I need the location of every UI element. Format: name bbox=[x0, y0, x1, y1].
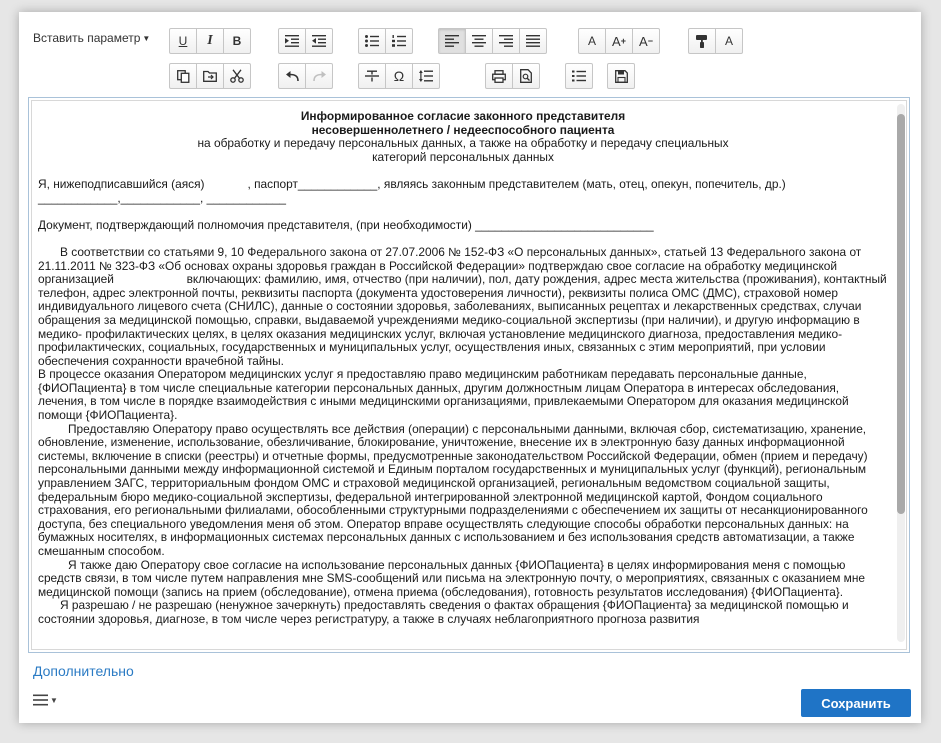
indent-group bbox=[278, 28, 333, 54]
copy-icon bbox=[177, 70, 190, 83]
scrollbar-thumb[interactable] bbox=[897, 114, 905, 514]
consent-paragraph-4: Я также даю Оператору свое согласие на использование персональных данных {ФИОПациента} в целях информирования меня с помощью средств связи, в том числе путем направления мне SMS-сообщений или письма на электронную почту, о мероприятиях, связанных с оказанием мне медицинской помощи (запись на прием (обследование), отмена приема (обследования), готовность результатов исследования) {ФИОПациента}. bbox=[38, 557, 866, 599]
list-group bbox=[358, 28, 413, 54]
spacer bbox=[38, 164, 888, 178]
font-increase-button[interactable]: A + bbox=[605, 28, 633, 54]
indent-increase-icon bbox=[285, 35, 299, 47]
undo-button[interactable] bbox=[278, 63, 306, 89]
document-title-line2: несовершеннолетнего / недееспособного пациента bbox=[311, 122, 615, 137]
strikethrough-button[interactable] bbox=[358, 63, 386, 89]
bulleted-list-button[interactable] bbox=[358, 28, 386, 54]
insert-group bbox=[358, 63, 440, 89]
align-justify-icon bbox=[526, 35, 540, 47]
align-left-button[interactable] bbox=[438, 28, 466, 54]
indent-increase-button[interactable] bbox=[278, 28, 306, 54]
chevron-down-icon: ▼ bbox=[142, 34, 151, 43]
line-height-button[interactable] bbox=[412, 63, 440, 89]
list-icon bbox=[572, 70, 586, 82]
text-style-group bbox=[169, 28, 251, 54]
document-subtitle-line1: на обработку и передачу персональных данных, а также на обработку и передачу специальных bbox=[197, 136, 729, 151]
minus-icon: − bbox=[647, 36, 653, 46]
hamburger-menu-icon bbox=[33, 694, 48, 706]
indent-decrease-icon bbox=[312, 35, 326, 47]
print-preview-button[interactable] bbox=[512, 63, 540, 89]
indent-decrease-button[interactable] bbox=[305, 28, 333, 54]
scissors-icon bbox=[230, 69, 244, 83]
menu-dropdown-button[interactable] bbox=[33, 694, 58, 706]
printer-icon bbox=[492, 70, 506, 83]
paste-button[interactable] bbox=[196, 63, 224, 89]
more-options-link[interactable]: Дополнительно bbox=[33, 663, 134, 679]
line-height-icon bbox=[419, 70, 433, 82]
print-button[interactable] bbox=[485, 63, 513, 89]
align-group bbox=[438, 28, 547, 54]
insert-parameter-label: Вставить параметр bbox=[33, 31, 141, 45]
spacer bbox=[38, 232, 888, 246]
consent-paragraph-2: В процессе оказания Оператором медицинских услуг я предоставляю право медицинским работникам передавать персональные данные, {ФИОПациента} в том числе специальные категории персональных данных, другим должностным лицам Оператора в интересах обследования, лечения, в том числе в порядке взаимодействия с иными медицинскими организациями, привлекаемыми Оператором для оказания медицинской помощи {ФИОПациента}. bbox=[38, 367, 849, 423]
document-title-line1: Информированное согласие законного представителя bbox=[300, 109, 626, 123]
paint-roller-icon bbox=[696, 35, 708, 48]
floppy-disk-icon bbox=[615, 70, 628, 83]
undo-icon bbox=[286, 71, 299, 82]
document-content[interactable] bbox=[38, 110, 888, 627]
representative-line1: Я, нижеподписавшийся (аяся) , паспорт____________, являясь законным представителем (мать, отец, опекун, попечитель, др.) bbox=[38, 176, 786, 191]
document-editor-dialog bbox=[19, 12, 921, 723]
paste-icon bbox=[203, 70, 217, 82]
editor-scrollbar[interactable] bbox=[897, 104, 905, 642]
save-document-button[interactable] bbox=[607, 63, 635, 89]
cut-button[interactable] bbox=[223, 63, 251, 89]
redo-button[interactable] bbox=[305, 63, 333, 89]
authority-document-line: Документ, подтверждающий полномочия представителя, (при необходимости) ___________________________ bbox=[38, 217, 654, 232]
bulleted-list-icon bbox=[365, 35, 379, 47]
plus-icon: + bbox=[620, 36, 626, 46]
format-group bbox=[688, 28, 743, 54]
italic-button[interactable]: I bbox=[196, 28, 224, 54]
font-size-group bbox=[578, 28, 660, 54]
numbered-list-icon bbox=[392, 35, 406, 47]
strikethrough-icon bbox=[365, 70, 379, 82]
omega-icon: Ω bbox=[393, 68, 405, 84]
special-character-button[interactable] bbox=[385, 63, 413, 89]
font-decrease-button[interactable]: A − bbox=[632, 28, 660, 54]
insert-parameter-dropdown[interactable] bbox=[33, 31, 150, 45]
clipboard-group bbox=[169, 63, 251, 89]
history-group bbox=[278, 63, 333, 89]
document-subtitle-line2: категорий персональных данных bbox=[372, 149, 554, 164]
list-style-group bbox=[565, 63, 593, 89]
font-button[interactable]: A bbox=[578, 28, 606, 54]
align-center-icon bbox=[472, 35, 486, 47]
consent-paragraph-1: В соответствии со статьями 9, 10 Федерального закона от 27.07.2006 № 152-ФЗ «О персональных данных», статьей 13 Федерального закона от 21.11.2011 № 323-ФЗ «Об основах охраны здоровья граждан в Российской Федерации» подтверждаю свое согласие на обработку медицинской организацией включающих: фамилию, имя, отчество (при наличии), пол, дату рождения, адрес места жительства (проживания), контактный телефон, адрес электронной почты, реквизиты паспорта (документа удостоверения личности), реквизиты полиса ОМС (ДМС), страховой номер индивидуального лицевого счета (СНИЛС), данные о состоянии здоровья, заболеваниях, выписанных рецептах и лекарственных средствах, случаи обращения за медицинской помощью, справки, выдаваемой учреждениями медико-социальной экспертизы (при наличии), и другую информацию в медико- профилактических целях, в целях оказания медицинских услуг, включая установление медицинского диагноза, предоставления медико-профилактических, социальных, государственных и муниципальных услуг, осуществления иных, связанных с этим мероприятий, при условии обеспечения сохранности врачебной тайны. bbox=[38, 244, 890, 368]
print-preview-icon bbox=[520, 69, 532, 83]
document-editor[interactable] bbox=[28, 97, 910, 653]
underline-button[interactable]: U bbox=[169, 28, 197, 54]
consent-paragraph-3: Предоставляю Оператору право осуществлять все действия (операции) с персональными данными, включая сбор, систематизацию, хранение, обновление, изменение, использование, обезличивание, блокирование, уничтожение, внесение их в электронную базу данных информационной системы, включение в списки (реестры) и отчетные формы, предусмотренные законодательством Российской Федерации, обмен (прием и передачу) персональными данными между информационной системой и Единым порталом государственных и муниципальных услуг (функций), региональным управлением ЗАГС, территориальным фондом ОМС и страховой медицинской организацией, региональным ведомством социальной защиты, федеральным бюро медико-социальной экспертизы, федеральной интегрированной электронной медицинской картой, Фондом социального страхования, его региональными филиалами, обособленными структурными подразделениями с обеспечением их защиты от несанкционированного доступа, без специального уведомления меня об этом. Оператор вправе осуществлять следующие способы обработки персональных данных: на бумажных носителях, в информационных системах персональных данных с использованием и без использования средств автоматизации, а также смешанным способом. bbox=[38, 421, 868, 558]
clear-format-button[interactable]: A bbox=[715, 28, 743, 54]
list-style-button[interactable] bbox=[565, 63, 593, 89]
consent-paragraph-5: Я разрешаю / не разрешаю (ненужное зачеркнуть) предоставлять сведения о фактах обращения {ФИОПациента} за медицинской помощью и состоянии здоровья, диагнозе, в том числе через регистратуру, а также в случаях неблагоприятного прогноза развития bbox=[38, 598, 849, 626]
chevron-down-icon: ▼ bbox=[50, 695, 58, 705]
numbered-list-button[interactable] bbox=[385, 28, 413, 54]
spacer bbox=[38, 205, 888, 219]
save-button[interactable]: Сохранить bbox=[801, 689, 911, 717]
save-doc-group bbox=[607, 63, 635, 89]
bold-button[interactable]: B bbox=[223, 28, 251, 54]
align-center-button[interactable] bbox=[465, 28, 493, 54]
format-painter-button[interactable] bbox=[688, 28, 716, 54]
redo-icon bbox=[313, 71, 326, 82]
representative-line2: ____________,____________, ____________ bbox=[38, 190, 286, 205]
print-group bbox=[485, 63, 540, 89]
align-justify-button[interactable] bbox=[519, 28, 547, 54]
align-right-button[interactable] bbox=[492, 28, 520, 54]
copy-button[interactable] bbox=[169, 63, 197, 89]
align-left-icon bbox=[445, 35, 459, 47]
align-right-icon bbox=[499, 35, 513, 47]
